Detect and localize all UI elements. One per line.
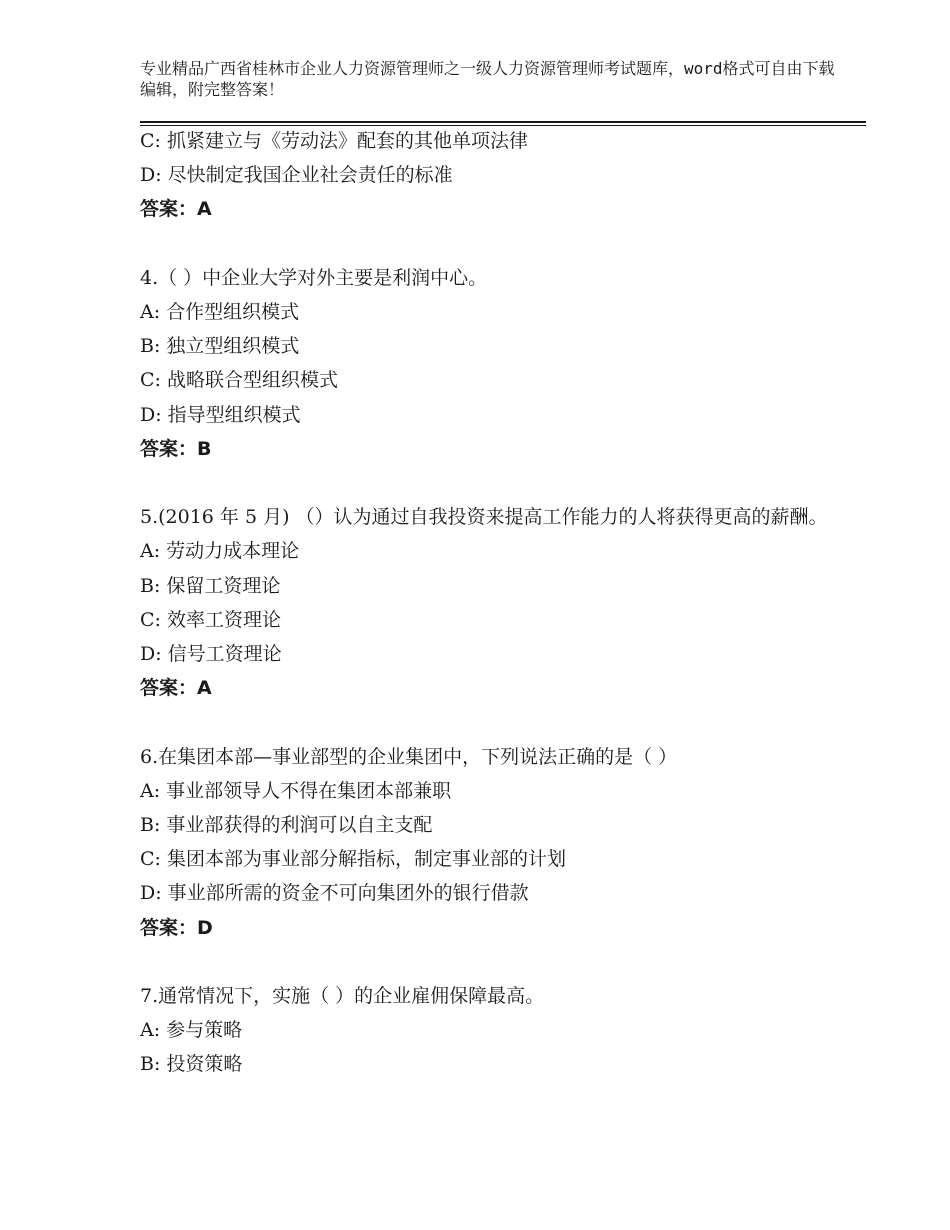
answer: 答案：A [140, 198, 212, 221]
option-d: D: 信号工资理论 [140, 643, 282, 666]
option-c: C: 抓紧建立与《劳动法》配套的其他单项法律 [140, 130, 528, 152]
option-b: B: 投资策略 [140, 1053, 243, 1076]
option-a: A: 劳动力成本理论 [140, 540, 300, 563]
header-title: 专业精品广西省桂林市企业人力资源管理师之一级人力资源管理师考试题库，word格式可自由下载编辑，附完整答案！ [140, 59, 835, 99]
option-c: C: 集团本部为事业部分解指标，制定事业部的计划 [140, 848, 566, 871]
question-4 [140, 261, 830, 466]
question-3 [140, 124, 830, 227]
option-a: A: 事业部领导人不得在集团本部兼职 [140, 779, 452, 802]
option-a: A: 合作型组织模式 [140, 301, 300, 323]
question-stem: 7.通常情况下，实施（ ）的企业雇佣保障最高。 [140, 985, 545, 1008]
question-stem: 4.（ ）中企业大学对外主要是利润中心。 [140, 266, 488, 289]
option-d: D: 尽快制定我国企业社会责任的标准 [140, 164, 453, 187]
option-d: D: 指导型组织模式 [140, 403, 301, 426]
header-rule-thick [140, 121, 866, 123]
spacer [140, 945, 830, 979]
option-c: C: 战略联合型组织模式 [140, 369, 338, 392]
answer: 答案：B [140, 437, 212, 460]
option-c: C: 效率工资理论 [140, 608, 281, 631]
option-a: A: 参与策略 [140, 1019, 243, 1042]
question-7 [140, 979, 830, 1082]
option-b: B: 保留工资理论 [140, 574, 281, 597]
page-header [140, 58, 840, 100]
spacer [140, 227, 830, 261]
option-b: B: 独立型组织模式 [140, 335, 300, 358]
spacer [140, 705, 830, 739]
option-b: B: 事业部获得的利润可以自主支配 [140, 814, 433, 837]
spacer [140, 466, 830, 500]
question-list [140, 124, 830, 1082]
question-5 [140, 500, 830, 705]
option-d: D: 事业部所需的资金不可向集团外的银行借款 [140, 882, 529, 905]
question-6 [140, 740, 830, 945]
answer: 答案：A [140, 677, 212, 700]
question-stem: 5.(2016 年 5 月) （）认为通过自我投资来提高工作能力的人将获得更高的薪酬。 [140, 506, 828, 529]
question-stem: 6.在集团本部—事业部型的企业集团中，下列说法正确的是（ ） [140, 745, 678, 768]
answer: 答案：D [140, 916, 213, 939]
